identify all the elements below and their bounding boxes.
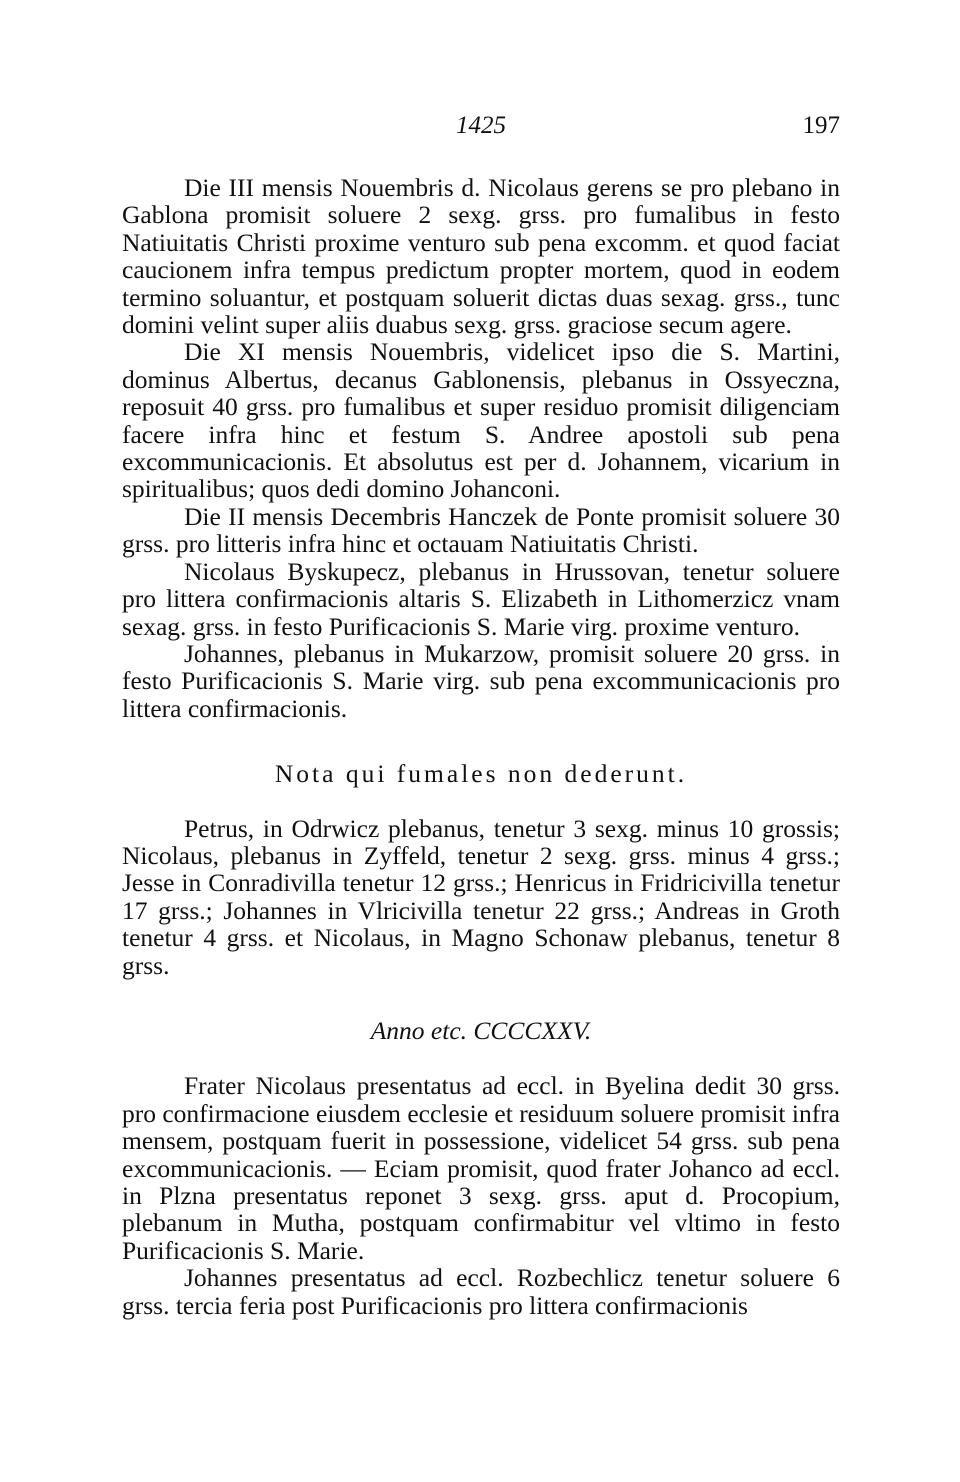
running-head-year: 1425 bbox=[456, 112, 506, 139]
paragraph: Frater Nicolaus presentatus ad eccl. in Byelina dedit 30 grss. pro confirmacione eiusdem ecclesie et residuum soluere promisit infra mensem, postquam fuerit in possessione, videlicet 54 grss. sub pena excommunicacionis. — Eciam promisit, quod frater Johanco ad eccl. in Plzna presentatus reponet 3 sexg. grss. aput d. Procopium, plebanum in Mutha, postquam confirmabitur vel vltimo in festo Purificacionis S. Marie. bbox=[122, 1071, 840, 1265]
paragraph: Johannes, plebanus in Mukarzow, promisit soluere 20 grss. in festo Purificacionis S. Marie virg. sub pena excommunicacionis pro littera confirmacionis. bbox=[122, 638, 840, 723]
paragraph: Die XI mensis Nouembris, videlicet ipso die S. Martini, dominus Albertus, decanus Gablonensis, plebanus in Ossyeczna, reposuit 40 grss. pro fumalibus et super residuo promisit diligenciam facere infra hinc et festum S. Andree apostoli sub pena excommunicacionis. Et absolutus est per d. Johannem, vicarium in spiritualibus; quos dedi domino Johanconi. bbox=[122, 337, 840, 504]
page-number: 197 bbox=[802, 112, 840, 139]
body-text bbox=[122, 174, 840, 1319]
paragraph: Johannes presentatus ad eccl. Rozbechlicz tenetur soluere 6 grss. tercia feria post Purificacionis pro littera confirmacionis bbox=[122, 1263, 840, 1320]
paragraph: Die II mensis Decembris Hanczek de Ponte promisit soluere 30 grss. pro litteris infra hinc et octauam Natiuitatis Christi. bbox=[122, 501, 840, 559]
section-heading: Nota qui fumales non dederunt. bbox=[274, 759, 688, 789]
paragraph: Die III mensis Nouembris d. Nicolaus gerens se pro plebano in Gablona promisit soluere 2 sexg. grss. pro fumalibus in festo Natiuitatis Christi proxime venturo sub pena excomm. et quod faciat caucionem infra tempus predictum propter mortem, quod in eodem termino soluantur, et postquam soluerit dictas duas sexag. grss., tunc domini velint super aliis duabus sexg. grss. graciose secum agere. bbox=[122, 173, 840, 340]
paragraph: Petrus, in Odrwicz plebanus, tenetur 3 sexg. minus 10 grossis; Nicolaus, plebanus in Zyffeld, tenetur 2 sexg. grss. minus 4 grss.; Jesse in Conradivilla tenetur 12 grss.; Henricus in Fridricivilla tenetur 17 grss.; Johannes in Vlricivilla tenetur 22 grss.; Andreas in Groth tenetur 4 grss. et Nicolaus, in Magno Schonaw plebanus, tenetur 8 grss. bbox=[122, 813, 840, 980]
paragraph: Nicolaus Byskupecz, plebanus in Hrussovan, tenetur soluere pro littera confirmacionis altaris S. Elizabeth in Lithomerzicz vnam sexag. grss. in festo Purificacionis S. Marie virg. proxime venturo. bbox=[122, 556, 840, 641]
year-heading: Anno etc. CCCCXXV. bbox=[370, 1015, 592, 1045]
document-page bbox=[122, 112, 840, 1319]
page-header bbox=[122, 112, 840, 146]
